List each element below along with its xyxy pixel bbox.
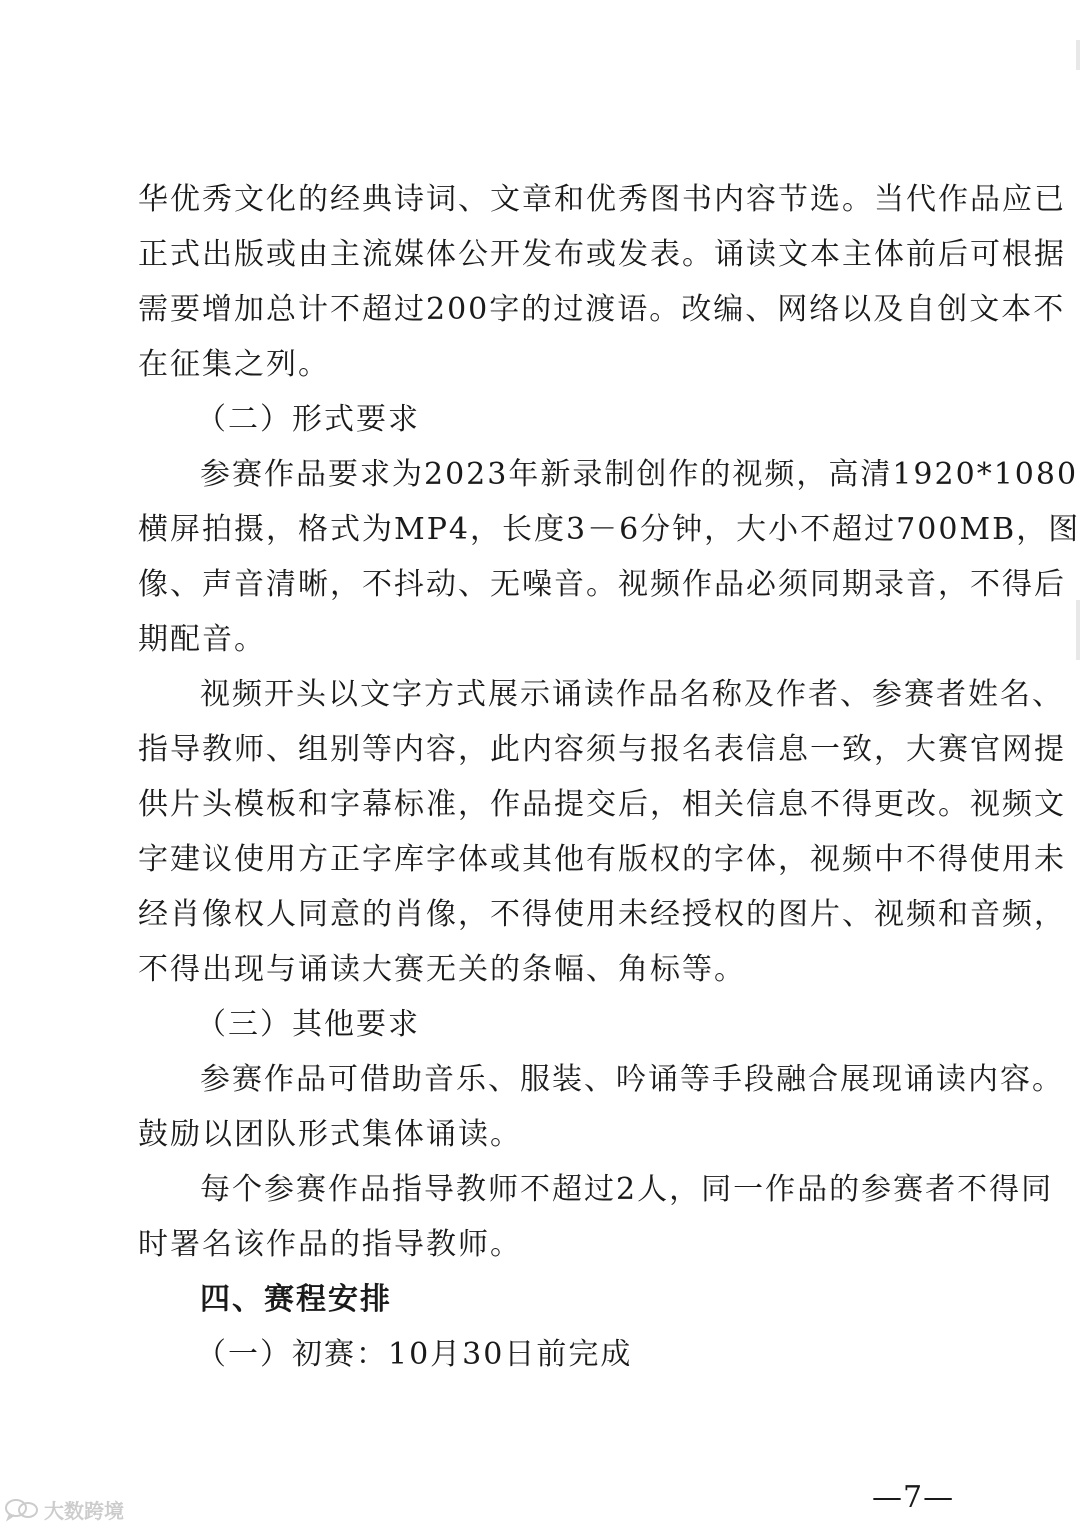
section-heading: 四、赛程安排 <box>200 1282 392 1317</box>
text-line: 参赛作品可借助音乐、服装、吟诵等手段融合展现诵读内容。 <box>200 1062 1064 1097</box>
speech-bubble-logo-icon <box>4 1498 40 1520</box>
text-line: 在征集之列。 <box>138 347 330 382</box>
text-line: 华优秀文化的经典诗词、文章和优秀图书内容节选。当代作品应已 <box>138 182 1066 217</box>
text-line: 需要增加总计不超过200字的过渡语。改编、网络以及自创文本不 <box>138 292 1066 327</box>
text-line: 指导教师、组别等内容，此内容须与报名表信息一致，大赛官网提 <box>138 732 1066 767</box>
page-number: —7— <box>872 1480 955 1515</box>
text-line: 供片头模板和字幕标准，作品提交后，相关信息不得更改。视频文 <box>138 787 1066 822</box>
section-subheading: （三）其他要求 <box>196 1007 420 1042</box>
text-line: 每个参赛作品指导教师不超过2人，同一作品的参赛者不得同 <box>200 1172 1054 1207</box>
scan-edge-mark <box>1076 40 1080 70</box>
text-line: 横屏拍摄，格式为MP4，长度3－6分钟，大小不超过700MB，图 <box>138 512 1080 547</box>
text-line: 字建议使用方正字库字体或其他有版权的字体，视频中不得使用未 <box>138 842 1066 877</box>
watermark <box>4 1495 124 1523</box>
section-subheading: （二）形式要求 <box>196 402 420 437</box>
scan-edge-mark <box>1076 600 1080 660</box>
text-line: 鼓励以团队形式集体诵读。 <box>138 1117 522 1152</box>
section-subheading: （一）初赛：10月30日前完成 <box>196 1337 633 1372</box>
text-line: 参赛作品要求为2023年新录制创作的视频，高清1920*1080 <box>200 457 1079 492</box>
text-line: 不得出现与诵读大赛无关的条幅、角标等。 <box>138 952 746 987</box>
text-line: 正式出版或由主流媒体公开发布或发表。诵读文本主体前后可根据 <box>138 237 1066 272</box>
body-text <box>138 172 1080 1382</box>
text-line: 视频开头以文字方式展示诵读作品名称及作者、参赛者姓名、 <box>200 677 1064 712</box>
text-line: 期配音。 <box>138 622 266 657</box>
text-line: 像、声音清晰，不抖动、无噪音。视频作品必须同期录音，不得后 <box>138 567 1066 602</box>
watermark-text: 大数跨境 <box>44 1498 124 1523</box>
text-line: 时署名该作品的指导教师。 <box>138 1227 522 1262</box>
text-line: 经肖像权人同意的肖像，不得使用未经授权的图片、视频和音频， <box>138 897 1066 932</box>
